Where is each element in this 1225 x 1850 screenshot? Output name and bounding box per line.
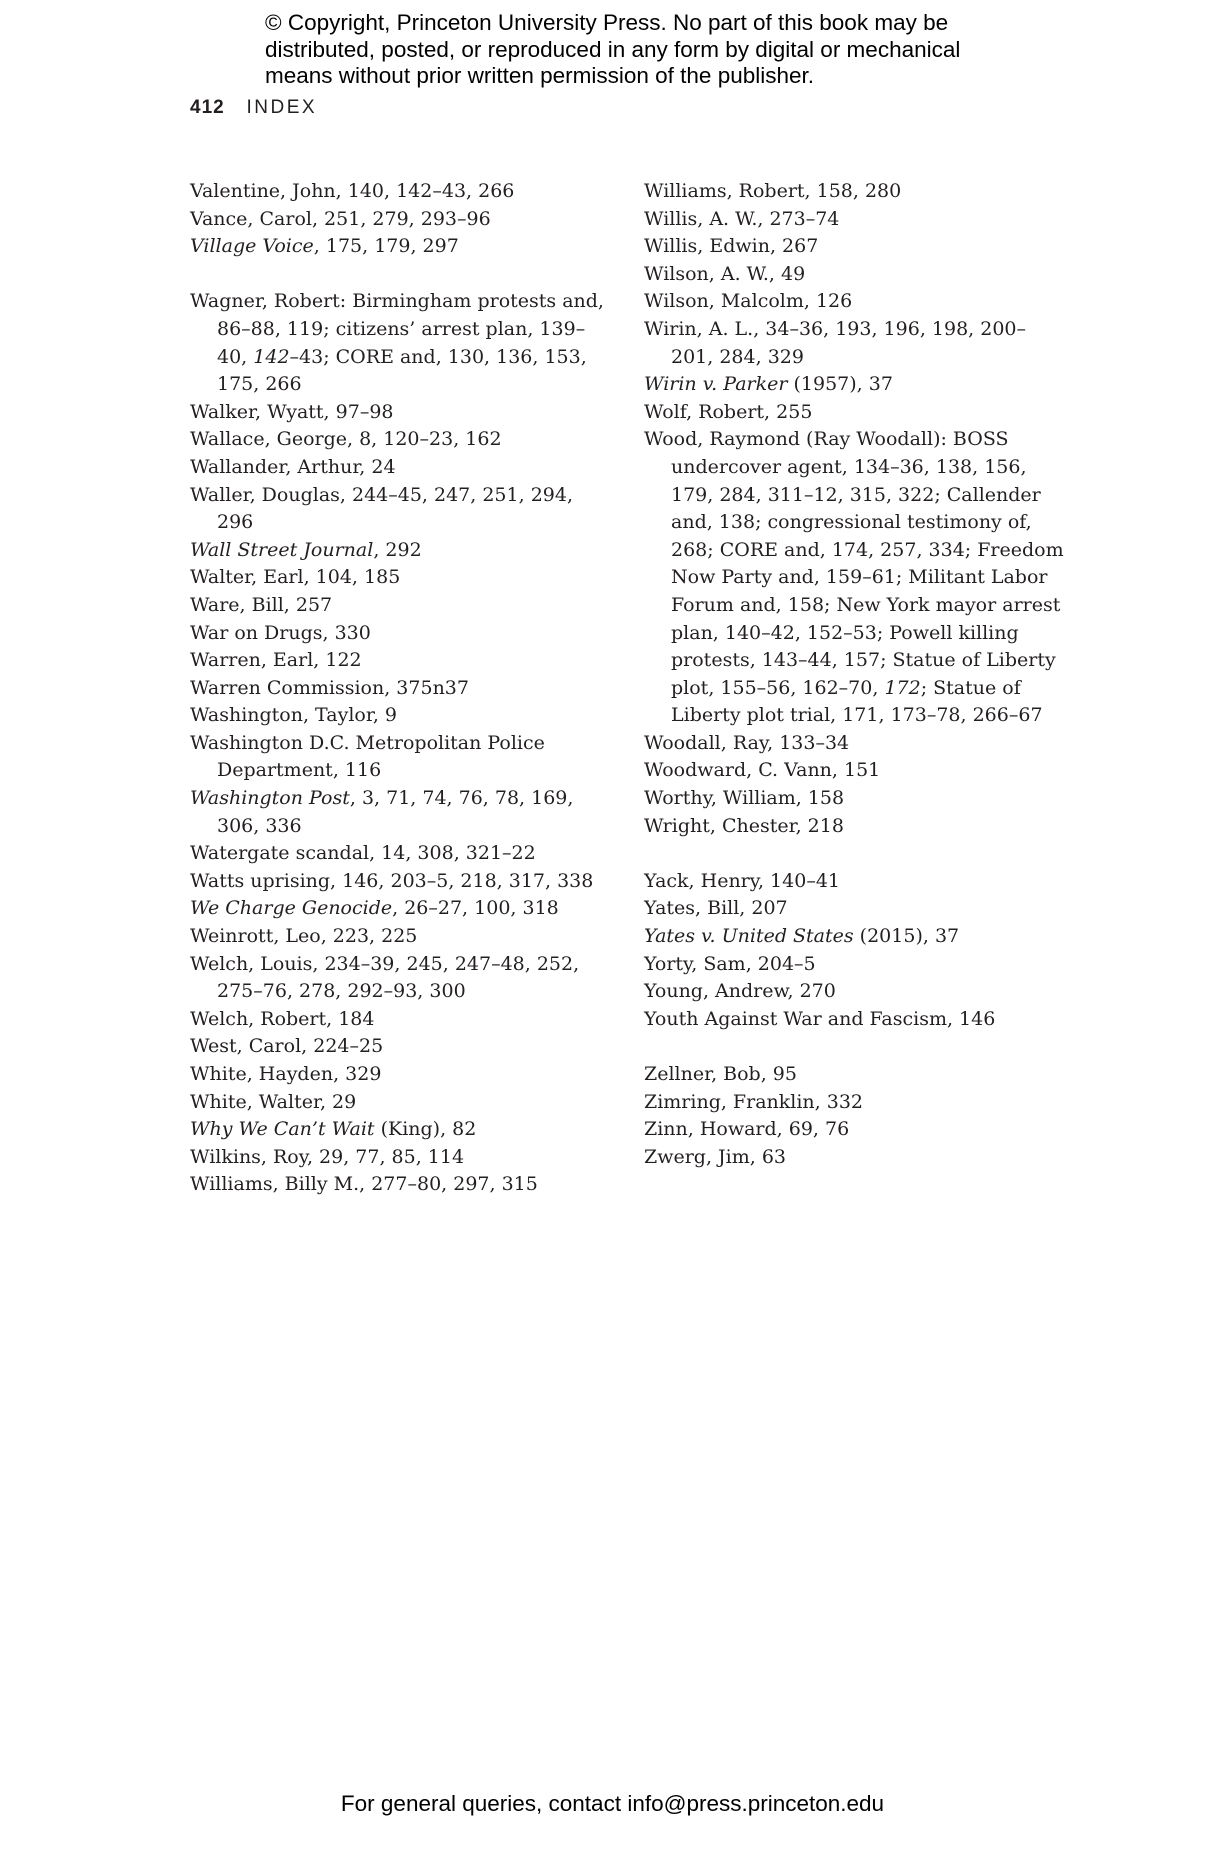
index-entry	[644, 1116, 1064, 1144]
index-entry	[644, 316, 1064, 371]
index-entry-text: Young, Andrew, 270	[644, 980, 836, 1003]
index-entry	[190, 785, 610, 840]
index-entry	[644, 978, 1064, 1006]
copyright-notice	[265, 10, 1025, 90]
index-entry	[644, 371, 1064, 399]
index-entry	[190, 620, 610, 648]
index-entry-text: Waller, Douglas, 244–45, 247, 251, 294, 296	[190, 483, 573, 534]
index-entry-text: Wallace, George, 8, 120–23, 162	[190, 428, 502, 451]
index-entry-text: Why We Can’t Wait	[190, 1118, 375, 1141]
index-entry-text: (King), 82	[374, 1118, 477, 1141]
index-entry-text: Williams, Billy M., 277–80, 297, 315	[190, 1173, 538, 1196]
index-entry	[644, 923, 1064, 951]
index-entry	[644, 1144, 1064, 1172]
index-entry-text: Yorty, Sam, 204–5	[644, 952, 816, 975]
index-entry-text: Washington, Taylor, 9	[190, 704, 397, 727]
index-entry-text: Wilson, A. W., 49	[644, 262, 806, 285]
index-entry	[644, 1061, 1064, 1089]
index-entry-text: War on Drugs, 330	[190, 621, 371, 644]
index-entry-text: Wagner, Robert: Birmingham protests and, 86–88, 119; citizens’ arrest plan, 139–40,	[190, 290, 604, 368]
index-entry-text: Williams, Robert, 158, 280	[644, 180, 902, 202]
index-entry-text: ; Statue of Liberty plot trial, 171, 173–78, 266–67	[671, 676, 1043, 727]
index-entry-text: Wallander, Arthur, 24	[190, 455, 396, 478]
footer-contact: For general queries, contact info@press.princeton.edu	[340, 1791, 885, 1816]
page-number: 412	[190, 97, 225, 118]
index-entry	[190, 1144, 610, 1172]
index-entry	[644, 785, 1064, 813]
index-entry	[190, 951, 610, 1006]
index-entry-text: Wilson, Malcolm, 126	[644, 290, 853, 313]
index-entry-text: Village Voice	[190, 235, 314, 258]
index-entry	[644, 178, 1064, 206]
index-entry	[190, 1006, 610, 1034]
index-entry	[644, 261, 1064, 289]
index-entry-text: Warren Commission, 375n37	[190, 676, 469, 699]
index-entry	[190, 1116, 610, 1144]
index-entry-text: 142	[253, 345, 290, 368]
index-entry-text: Willis, Edwin, 267	[644, 235, 819, 258]
index-entry	[644, 895, 1064, 923]
index-entry	[190, 923, 610, 951]
index-entry	[190, 730, 610, 785]
index-entry-text: Watts uprising, 146, 203–5, 218, 317, 338	[190, 869, 594, 892]
index-entry	[644, 233, 1064, 261]
index-entry	[644, 206, 1064, 234]
index-entry	[190, 399, 610, 427]
index-entry	[190, 564, 610, 592]
index-entry-text: Zimring, Franklin, 332	[644, 1090, 864, 1113]
index-entry-text: Warren, Earl, 122	[190, 649, 362, 672]
index-entry	[190, 647, 610, 675]
index-entry	[190, 206, 610, 234]
index-entry	[644, 426, 1064, 730]
index-entry	[190, 1033, 610, 1061]
index-entry	[190, 482, 610, 537]
index-entry-text: Youth Against War and Fascism, 146	[644, 1007, 996, 1030]
running-head	[190, 97, 317, 119]
index-entry	[190, 537, 610, 565]
index-column-right	[644, 178, 1064, 1171]
index-entry-text: Wright, Chester, 218	[644, 814, 844, 837]
index-entry	[190, 592, 610, 620]
index-entry-text: , 26–27, 100, 318	[392, 897, 559, 920]
index-entry-text: 172	[884, 676, 921, 699]
index-entry	[190, 1171, 610, 1199]
index-entry-text: Weinrott, Leo, 223, 225	[190, 925, 418, 948]
index-entry	[190, 426, 610, 454]
letter-group-gap	[644, 1033, 1064, 1061]
index-entry-text: Wolf, Robert, 255	[644, 400, 813, 423]
index-entry	[644, 813, 1064, 841]
index-entry-text: Willis, A. W., 273–74	[644, 207, 840, 230]
index-entry-text: , 3, 71, 74, 76, 78, 169, 306, 336	[217, 787, 574, 837]
index-entry-text: White, Hayden, 329	[190, 1063, 382, 1085]
index-entry	[644, 730, 1064, 758]
index-entry-text: Walker, Wyatt, 97–98	[190, 400, 394, 423]
index-entry-text: White, Walter, 29	[190, 1090, 357, 1113]
index-entry	[644, 288, 1064, 316]
index-entry	[190, 895, 610, 923]
index-entry-text: Wall Street Journal	[190, 538, 374, 561]
index-entry	[190, 233, 610, 261]
index-entry	[190, 702, 610, 730]
index-entry-text: We Charge Genocide	[190, 897, 393, 920]
index-entry-text: Woodward, C. Vann, 151	[644, 759, 881, 782]
section-title: INDEX	[246, 97, 318, 118]
index-entry-text: (2015), 37	[853, 925, 960, 948]
index-entry-text: Vance, Carol, 251, 279, 293–96	[190, 207, 491, 230]
index-column-left	[190, 178, 610, 1199]
index-entry-text: Zellner, Bob, 95	[644, 1063, 797, 1085]
index-entry	[644, 868, 1064, 896]
index-entry	[644, 1089, 1064, 1117]
index-entry	[190, 840, 610, 868]
index-entry-text: Washington Post	[190, 787, 350, 810]
index-entry-text: (1957), 37	[787, 373, 893, 396]
index-entry-text: Valentine, John, 140, 142–43, 266	[190, 180, 515, 202]
index-entry-text: Worthy, William, 158	[644, 787, 845, 810]
index-entry	[190, 454, 610, 482]
index-entry-text: West, Carol, 224–25	[190, 1035, 384, 1058]
index-entry-text: Wirin v. Parker	[644, 373, 788, 396]
index-entry-text: , 175, 179, 297	[313, 235, 459, 258]
index-entry	[190, 178, 610, 206]
index-entry	[190, 868, 610, 896]
copyright-line: distributed, posted, or reproduced in any form by digital or mechanical	[265, 36, 961, 62]
index-entry-text: Wilkins, Roy, 29, 77, 85, 114	[190, 1145, 465, 1168]
copyright-line: means without prior written permission of the publisher.	[265, 63, 815, 88]
index-entry	[190, 675, 610, 703]
index-entry-text: Yates, Bill, 207	[644, 897, 788, 920]
letter-group-gap	[190, 261, 610, 289]
index-entry	[644, 1006, 1064, 1034]
index-entry	[190, 288, 610, 398]
index-entry	[644, 399, 1064, 427]
index-entry-text: Welch, Louis, 234–39, 245, 247–48, 252, 275–76, 278, 292–93, 300	[190, 952, 580, 1003]
index-entry-text: Wood, Raymond (Ray Woodall): BOSS undercover agent, 134–36, 138, 156, 179, 284, 311–12, 315, 322; Callender and, 138; congressional testimony of, 268; CORE and, 174, 257, 334; Freedom Now Party and, 159–61; Militant Labor Forum and, 158; New York mayor arrest plan, 140–42, 152–53; Powell killing protests, 143–44, 157; Statue of Liberty plot, 155–56, 162–70,	[644, 428, 1064, 699]
index-entry-text: Walter, Earl, 104, 185	[190, 566, 401, 589]
index-entry-text: Zinn, Howard, 69, 76	[644, 1118, 850, 1141]
index-entry-text: Yack, Henry, 140–41	[644, 869, 840, 892]
index-entry	[190, 1061, 610, 1089]
copyright-line: © Copyright, Princeton University Press. No part of this book may be	[265, 10, 949, 35]
index-entry-text: Welch, Robert, 184	[190, 1007, 375, 1030]
index-entry-text: , 292	[373, 538, 422, 561]
index-entry	[644, 757, 1064, 785]
index-entry	[190, 1089, 610, 1117]
index-entry-text: Ware, Bill, 257	[190, 593, 333, 616]
index-entry-text: Watergate scandal, 14, 308, 321–22	[190, 842, 536, 865]
index-entry-text: Woodall, Ray, 133–34	[644, 731, 850, 754]
index-entry-text: Washington D.C. Metropolitan Police Department, 116	[190, 731, 545, 782]
index-entry-text: Wirin, A. L., 34–36, 193, 196, 198, 200–201, 284, 329	[644, 317, 1027, 368]
index-entry-text: Yates v. United States	[644, 925, 854, 948]
letter-group-gap	[644, 840, 1064, 868]
index-entry	[644, 951, 1064, 979]
index-entry-text: –43; CORE and, 130, 136, 153, 175, 266	[217, 345, 587, 396]
index-entry-text: Zwerg, Jim, 63	[644, 1145, 786, 1168]
